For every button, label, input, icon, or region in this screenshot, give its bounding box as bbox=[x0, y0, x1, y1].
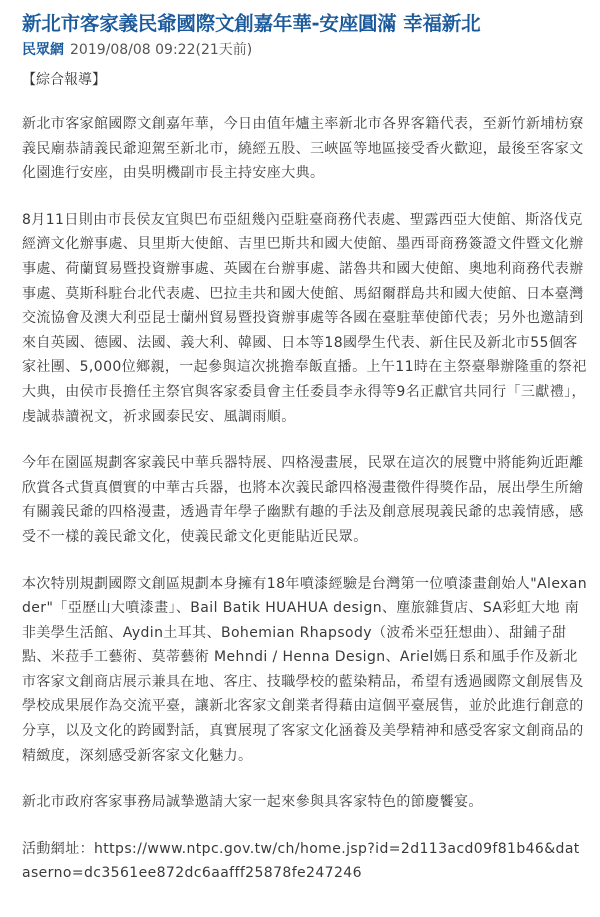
paragraph-1: 新北市客家館國際文創嘉年華，今日由值年爐主率新北市各界客籍代表，至新竹新埔枋寮義民廟恭請義民爺迎駕至新北市，繞經五股、三峽區等地區接受香火歡迎，最後至客家文化園進行安座，由吳明機副市長主持安座大典。 bbox=[22, 116, 584, 182]
activity-link-label: 活動網址： bbox=[22, 840, 94, 857]
paragraph-3: 今年在園區規劃客家義民中華兵器特展、四格漫畫展，民眾在這次的展覽中將能夠近距離欣賞各式貨真價實的中華古兵器，也將本次義民爺四格漫畫徵件得獎作品，展出學生所繪有關義民爺的四格漫畫，透過青年學子幽默有趣的手法及創意展現義民爺的忠義情感，感受不一樣的義民爺文化，使義民爺文化更能貼近民眾。 bbox=[22, 455, 584, 545]
paragraph-2: 8月11日則由市長侯友宜與巴布亞紐幾內亞駐臺商務代表處、聖露西亞大使館、斯洛伐克經濟文化辦事處、貝里斯大使館、吉里巴斯共和國大使館、墨西哥商務簽證文件暨文化辦事處、荷蘭貿易暨投資辦事處、英國在台辦事處、諾魯共和國大使館、奧地利商務代表辦事處、莫斯科駐台北代表處、巴拉圭共和國大使館、馬紹爾群島共和國大使館、日本臺灣交流協會及澳大利亞昆士蘭州貿易暨投資辦事處等各國在臺駐華使節代表；另外也邀請到來自英國、德國、法國、義大利、韓國、日本等18國學生代表、新住民及新北市55個客家社團、5,000位鄉親，一起參與這次挑擔奉飯直播。上午11時在主祭臺舉辦隆重的祭祀大典，由侯市長擔任主祭官與客家委員會主任委員李永得等9名正獻官共同行「三獻禮」，虔誠恭讀祝文，祈求國泰民安、風調雨順。 bbox=[22, 211, 587, 425]
article-title: 新北市客家義民爺國際文創嘉年華-安座圓滿 幸福新北 bbox=[22, 12, 481, 35]
report-tag: 【綜合報導】 bbox=[22, 72, 106, 88]
activity-link[interactable]: https://www.ntpc.gov.tw/ch/home.jsp?id=2d113acd09f81b46&dataserno=dc3561ee872dc6aafff25878fe247246 bbox=[22, 840, 580, 882]
paragraph-4: 本次特別規劃國際文創區規劃本身擁有18年噴漆經驗是台灣第一位噴漆畫創始人"Alexander"「亞歷山大噴漆畫」、Bail Batik HUAHUA design、塵旅雜貨店、SA彩虹大地 南非美學生活館、Aydin土耳其、Bohemian Rhapsody（波希米亞狂想曲）、甜鋪子甜點、米菈手工藝術、莫蒂藝術 Mehndi / Henna Design、Ariel媽日系和風手作及新北市客家文創商店展示兼具在地、客庄、技職學校的藍染精品，希望有透過國際文創展售及學校成果展作為交流平臺，讓新北客家文創業者得藉由這個平臺展售，並於此進行創意的分享，以及文化的跨國對話，真實展現了客家文化涵養及美學精神和感受客家文創商品的精緻度，深刻感受新客家文化魅力。 bbox=[22, 575, 588, 764]
publish-datetime: 2019/08/08 09:22(21天前) bbox=[70, 42, 253, 58]
paragraph-5: 新北市政府客家事務局誠摯邀請大家一起來參與具客家特色的節慶饗宴。 bbox=[22, 794, 483, 811]
activity-link-paragraph bbox=[22, 837, 588, 886]
source-link[interactable]: 民眾網 bbox=[22, 42, 64, 58]
article bbox=[22, 0, 588, 886]
article-meta bbox=[22, 40, 588, 60]
